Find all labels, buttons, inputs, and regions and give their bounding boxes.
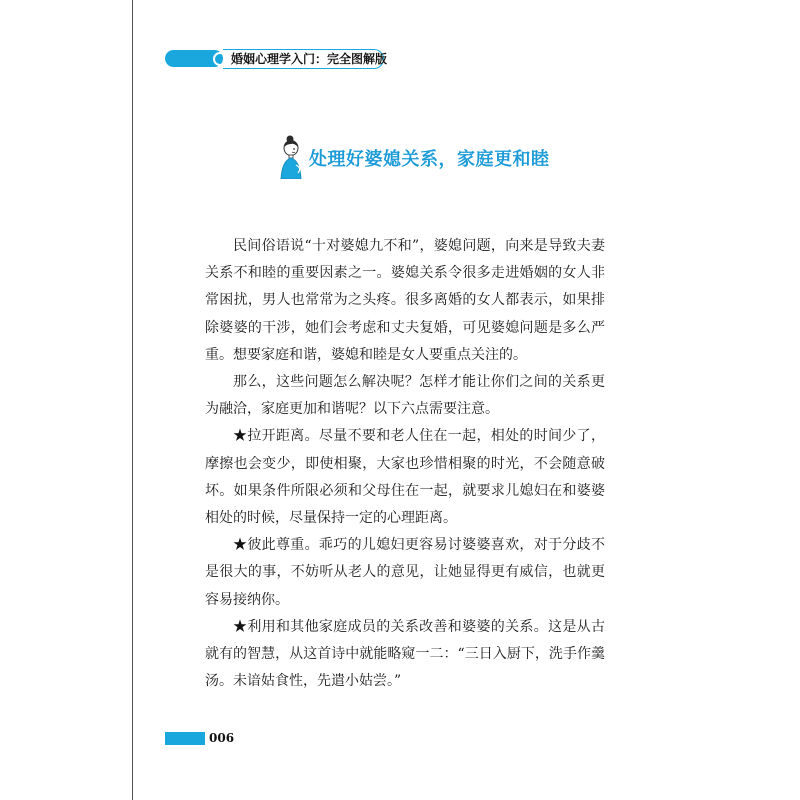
paragraph-text: 那么，这些问题怎么解决呢？怎样才能让你们之间的关系更为融洽，家庭更加和谐呢？以下六点需要注意。	[205, 374, 605, 418]
paragraph	[205, 614, 605, 696]
page-number: 006	[209, 731, 235, 745]
section-title: 处理好婆媳关系，家庭更和睦	[309, 149, 550, 170]
star-marker: ★	[233, 537, 248, 554]
book-title: 婚姻心理学入门：完全图解版	[231, 52, 388, 66]
paragraph	[205, 369, 605, 423]
paragraph	[205, 233, 605, 369]
paragraph-text: 彼此尊重。乖巧的儿媳妇更容易讨婆婆喜欢，对于分歧不是很大的事，不妨听从老人的意见，让她显得更有威信，也就更容易接纳你。	[205, 537, 606, 608]
paragraph-text: 民间俗语说“十对婆媳九不和”，婆媳问题，向来是导致夫妻关系不和睦的重要因素之一。婆媳关系令很多走进婚姻的女人非常困扰，男人也常常为之头疼。很多离婚的女人都表示，如果排除婆婆的干涉，她们会考虑和丈夫复婚，可见婆媳问题是多么严重。想要家庭和谐，婆媳和睦是女人要重点关注的。	[205, 238, 605, 363]
body-text	[205, 233, 605, 695]
paragraph-text: 拉开距离。尽量不要和老人住在一起，相处的时间少了，摩擦也会变少，即使相聚，大家也珍惜相聚的时光，不会随意破坏。如果条件所限必须和父母住在一起，就要求儿媳妇在和婆婆相处的时候，尽量保持一定的心理距离。	[205, 428, 606, 527]
paragraph	[205, 423, 605, 532]
section-heading	[276, 135, 576, 181]
star-marker: ★	[233, 428, 248, 445]
book-spine-line	[132, 0, 133, 800]
paragraph-text: 利用和其他家庭成员的关系改善和婆婆的关系。这是从古就有的智慧，从这首诗中就能略窥一二：“三日入厨下，洗手作羹汤。未谙姑食性，先遣小姑尝。”	[205, 618, 606, 690]
footer-accent-bar	[165, 732, 205, 745]
girl-illustration-icon	[276, 135, 308, 179]
star-marker: ★	[233, 618, 248, 635]
paragraph	[205, 532, 605, 614]
running-header	[165, 49, 388, 69]
